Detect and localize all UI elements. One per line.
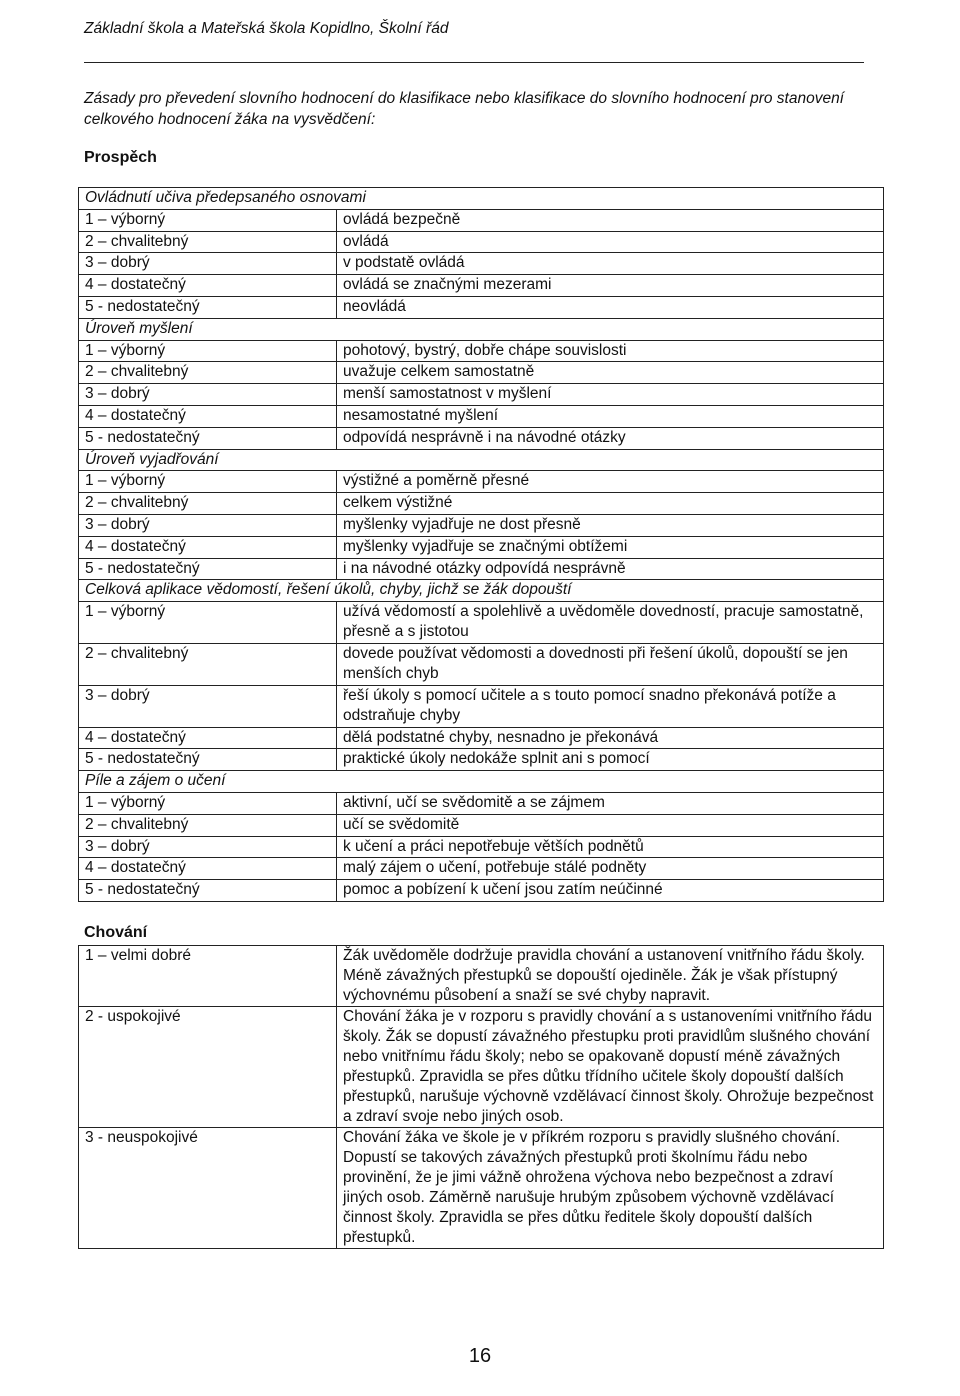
grade-cell: 4 – dostatečný bbox=[79, 536, 337, 558]
grade-row bbox=[79, 643, 884, 685]
chovani-table bbox=[78, 945, 884, 1249]
grade-cell: 2 – chvalitebný bbox=[79, 231, 337, 253]
intro-paragraph: Zásady pro převedení slovního hodnocení do klasifikace nebo klasifikace do slovního hodnocení pro stanovení celkového hodnocení žáka na vysvědčení: bbox=[84, 90, 844, 128]
description-cell: malý zájem o učení, potřebuje stálé podněty bbox=[337, 858, 884, 880]
grade-row bbox=[79, 209, 884, 231]
description-cell: uvažuje celkem samostatně bbox=[337, 362, 884, 384]
grade-cell: 2 – chvalitebný bbox=[79, 493, 337, 515]
description-cell: neovládá bbox=[337, 296, 884, 318]
category-title: Píle a zájem o učení bbox=[79, 771, 884, 793]
behavior-description-cell: Chování žáka ve škole je v příkrém rozporu s pravidly slušného chování. Dopustí se takových závažných přestupků proti školnímu řádu nebo provinění, že je jimi vážně ohrožena výchova nebo bezpečnost a zdraví jiných osob. Záměrně narušuje hrubým způsobem výchovně vzdělávací činnost školy. Zpravidla se přes důtku ředitele školy dopouští dalších přestupků. bbox=[337, 1128, 884, 1249]
grade-cell: 4 – dostatečný bbox=[79, 275, 337, 297]
description-cell: myšlenky vyjadřuje se značnými obtížemi bbox=[337, 536, 884, 558]
behavior-grade-cell: 1 – velmi dobré bbox=[79, 946, 337, 1007]
description-cell: ovládá bbox=[337, 231, 884, 253]
grade-row bbox=[79, 384, 884, 406]
description-cell: i na návodné otázky odpovídá nesprávně bbox=[337, 558, 884, 580]
grade-row bbox=[79, 602, 884, 644]
grade-cell: 5 - nedostatečný bbox=[79, 749, 337, 771]
grade-row bbox=[79, 558, 884, 580]
grade-row bbox=[79, 727, 884, 749]
description-cell: pomoc a pobízení k učení jsou zatím neúčinné bbox=[337, 880, 884, 902]
category-row bbox=[79, 188, 884, 210]
page-number: 16 bbox=[468, 1345, 492, 1367]
grade-cell: 3 – dobrý bbox=[79, 836, 337, 858]
description-cell: menší samostatnost v myšlení bbox=[337, 384, 884, 406]
grade-row bbox=[79, 340, 884, 362]
grade-row bbox=[79, 880, 884, 902]
category-row bbox=[79, 449, 884, 471]
category-title: Celková aplikace vědomostí, řešení úkolů, chyby, jichž se žák dopouští bbox=[79, 580, 884, 602]
description-cell: aktivní, učí se svědomitě a se zájmem bbox=[337, 792, 884, 814]
behavior-row bbox=[79, 1128, 884, 1249]
grade-cell: 5 - nedostatečný bbox=[79, 558, 337, 580]
category-row bbox=[79, 580, 884, 602]
grade-cell: 1 – výborný bbox=[79, 209, 337, 231]
description-cell: nesamostatné myšlení bbox=[337, 405, 884, 427]
grade-row bbox=[79, 253, 884, 275]
grade-cell: 1 – výborný bbox=[79, 340, 337, 362]
description-cell: ovládá bezpečně bbox=[337, 209, 884, 231]
grade-cell: 1 – výborný bbox=[79, 792, 337, 814]
grade-row bbox=[79, 685, 884, 727]
grade-row bbox=[79, 792, 884, 814]
grade-row bbox=[79, 493, 884, 515]
description-cell: užívá vědomostí a spolehlivě a uvědoměle dovedností, pracuje samostatně, přesně a s jistotou bbox=[337, 602, 884, 644]
grade-cell: 3 – dobrý bbox=[79, 514, 337, 536]
grade-row bbox=[79, 362, 884, 384]
grade-cell: 1 – výborný bbox=[79, 602, 337, 644]
grade-row bbox=[79, 296, 884, 318]
description-cell: odpovídá nesprávně i na návodné otázky bbox=[337, 427, 884, 449]
grade-row bbox=[79, 471, 884, 493]
behavior-row bbox=[79, 946, 884, 1007]
behavior-grade-cell: 2 - uspokojivé bbox=[79, 1007, 337, 1128]
category-row bbox=[79, 318, 884, 340]
section-title-chovani: Chování bbox=[84, 924, 148, 941]
grade-cell: 5 - nedostatečný bbox=[79, 427, 337, 449]
behavior-description-cell: Chování žáka je v rozporu s pravidly chování a s ustanoveními vnitřního řádu školy. Žák se dopustí závažného přestupku proti pravidlům slušného chování nebo vnitřnímu řádu školy; nebo se opakovaně dopustí méně závažných přestupků. Zpravidla se přes důtku třídního učitele školy dopouští dalších přestupků, narušuje výchovně vzdělávací činnost školy. Ohrožuje bezpečnost a zdraví svoje nebo jiných osob. bbox=[337, 1007, 884, 1128]
description-cell: výstižné a poměrně přesné bbox=[337, 471, 884, 493]
grade-row bbox=[79, 536, 884, 558]
grade-cell: 2 – chvalitebný bbox=[79, 643, 337, 685]
description-cell: ovládá se značnými mezerami bbox=[337, 275, 884, 297]
grade-cell: 5 - nedostatečný bbox=[79, 880, 337, 902]
description-cell: pohotový, bystrý, dobře chápe souvislosti bbox=[337, 340, 884, 362]
category-row bbox=[79, 771, 884, 793]
description-cell: myšlenky vyjadřuje ne dost přesně bbox=[337, 514, 884, 536]
description-cell: řeší úkoly s pomocí učitele a s touto pomocí snadno překonává potíže a odstraňuje chyby bbox=[337, 685, 884, 727]
grade-cell: 4 – dostatečný bbox=[79, 405, 337, 427]
grade-cell: 2 – chvalitebný bbox=[79, 814, 337, 836]
section-title-prospech: Prospěch bbox=[84, 149, 157, 166]
grade-cell: 5 - nedostatečný bbox=[79, 296, 337, 318]
grade-cell: 4 – dostatečný bbox=[79, 727, 337, 749]
category-title: Ovládnutí učiva předepsaného osnovami bbox=[79, 188, 884, 210]
category-title: Úroveň vyjadřování bbox=[79, 449, 884, 471]
description-cell: celkem výstižné bbox=[337, 493, 884, 515]
grade-row bbox=[79, 231, 884, 253]
grade-row bbox=[79, 749, 884, 771]
description-cell: k učení a práci nepotřebuje větších podnětů bbox=[337, 836, 884, 858]
description-cell: dovede používat vědomosti a dovednosti při řešení úkolů, dopouští se jen menších chyb bbox=[337, 643, 884, 685]
description-cell: dělá podstatné chyby, nesnadno je překonává bbox=[337, 727, 884, 749]
header-rule bbox=[84, 62, 864, 63]
behavior-row bbox=[79, 1007, 884, 1128]
grade-cell: 3 – dobrý bbox=[79, 384, 337, 406]
page-header: Základní škola a Mateřská škola Kopidlno, Školní řád bbox=[84, 20, 449, 37]
behavior-description-cell: Žák uvědoměle dodržuje pravidla chování a ustanovení vnitřního řádu školy. Méně závažných přestupků se dopouští ojediněle. Žák je však přístupný výchovnému působení a snaží se své chyby napravit. bbox=[337, 946, 884, 1007]
grade-row bbox=[79, 814, 884, 836]
grade-row bbox=[79, 514, 884, 536]
description-cell: učí se svědomitě bbox=[337, 814, 884, 836]
description-cell: v podstatě ovládá bbox=[337, 253, 884, 275]
grade-cell: 2 – chvalitebný bbox=[79, 362, 337, 384]
grade-cell: 3 – dobrý bbox=[79, 253, 337, 275]
grade-row bbox=[79, 275, 884, 297]
grade-cell: 1 – výborný bbox=[79, 471, 337, 493]
grade-row bbox=[79, 405, 884, 427]
grade-row bbox=[79, 427, 884, 449]
grade-cell: 3 – dobrý bbox=[79, 685, 337, 727]
description-cell: praktické úkoly nedokáže splnit ani s pomocí bbox=[337, 749, 884, 771]
grade-row bbox=[79, 858, 884, 880]
grade-cell: 4 – dostatečný bbox=[79, 858, 337, 880]
behavior-grade-cell: 3 - neuspokojivé bbox=[79, 1128, 337, 1249]
grade-row bbox=[79, 836, 884, 858]
prospech-table bbox=[78, 187, 884, 902]
category-title: Úroveň myšlení bbox=[79, 318, 884, 340]
